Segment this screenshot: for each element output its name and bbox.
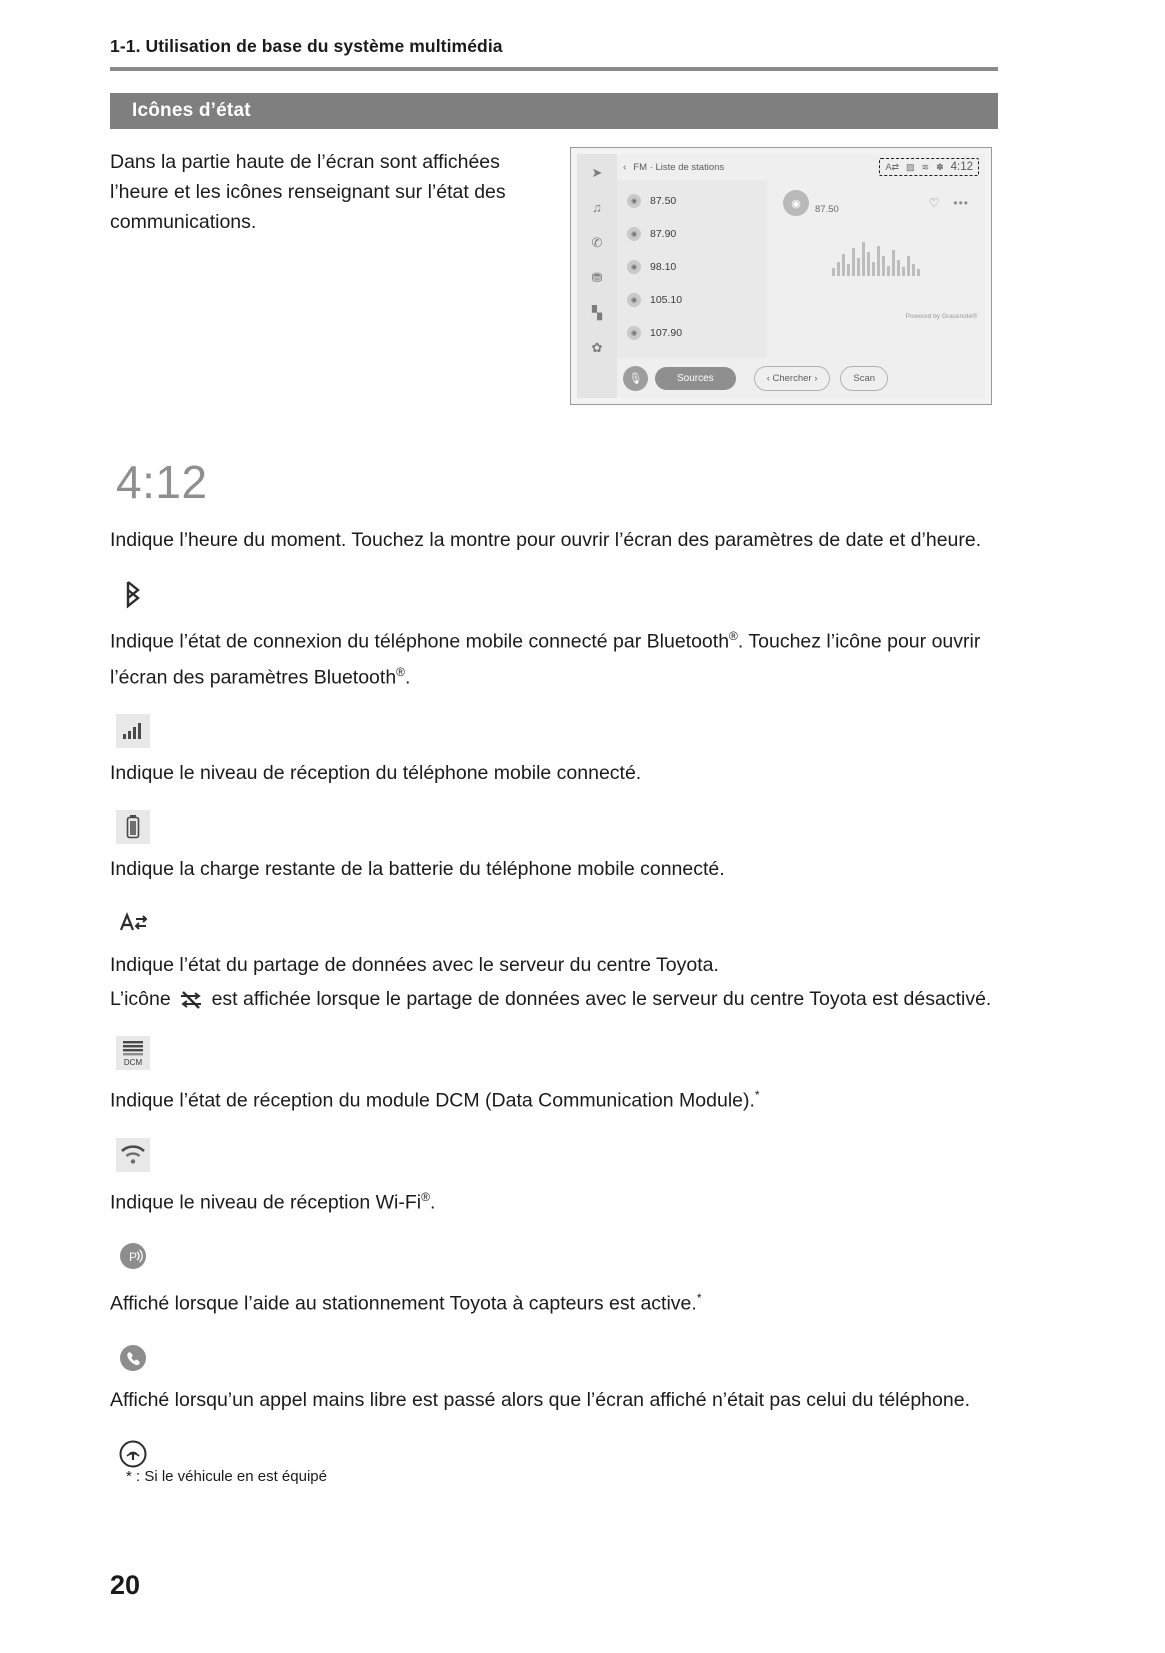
- sources-button: Sources: [655, 367, 736, 390]
- back-icon: ‹: [623, 161, 627, 173]
- head-unit-illustration: [570, 147, 992, 405]
- station-list: [617, 180, 767, 358]
- favorite-icon: ♡: [928, 196, 940, 210]
- handsfree-call-icon-block: [116, 1341, 998, 1375]
- clock-example-value: 4:12: [116, 456, 208, 508]
- data-share-icon-block: [116, 906, 998, 940]
- bt-text-3: .: [405, 666, 411, 688]
- search-button: ‹ Chercher ›: [754, 366, 831, 391]
- share-data-icon: A⇄: [885, 161, 899, 172]
- media-icon: ♫: [592, 200, 602, 215]
- wifi-icon: [116, 1138, 150, 1172]
- now-playing-panel: [767, 180, 985, 358]
- list-item: [617, 283, 767, 316]
- now-playing-frequency: 87.50: [815, 203, 839, 215]
- parking-assist-description: [110, 1283, 998, 1319]
- page-content: [110, 36, 998, 1481]
- settings-icon: ✿: [591, 340, 603, 355]
- signal-bars-icon: [116, 714, 150, 748]
- wifi-text: Indique le niveau de réception Wi-Fi: [110, 1191, 422, 1213]
- wifi-description: [110, 1182, 998, 1218]
- data-share-off-description: [110, 984, 998, 1014]
- station-icon: ◉: [627, 293, 641, 307]
- svg-text:DCM: DCM: [123, 1058, 143, 1067]
- status-clock: 4:12: [950, 161, 973, 173]
- pa-text: Affiché lorsque l’aide au stationnement Toyota à capteurs est active.: [110, 1292, 697, 1315]
- bluetooth-icon-block: [116, 577, 998, 611]
- phone-icon: ✆: [591, 235, 603, 250]
- station-frequency: 105.10: [650, 293, 683, 306]
- gracenote-credit: Powered by Gracenote®: [905, 313, 977, 320]
- parking-assist-icon-block: [116, 1239, 998, 1273]
- battery-icon: [116, 810, 150, 844]
- head-unit-breadcrumb: FM · Liste de stations: [633, 161, 725, 173]
- battery-description: Indique la charge restante de la batterie du téléphone mobile connecté.: [110, 858, 725, 880]
- intro-text: Dans la partie haute de l’écran sont affichées l’heure et les icônes renseignant sur l’état des communications.: [110, 151, 506, 233]
- section-title: Icônes d’état: [132, 100, 251, 121]
- list-item: [617, 217, 767, 250]
- dcm-description: [110, 1080, 998, 1116]
- wifi-icon: ≋: [921, 161, 930, 172]
- dcm-text: Indique l’état de réception du module DCM (Data Communication Module).: [110, 1089, 755, 1112]
- navigation-icon: ➤: [591, 165, 603, 180]
- bt-sup-2: ®: [396, 664, 406, 679]
- now-playing-icon: ◉: [783, 190, 809, 216]
- list-item: [617, 316, 767, 349]
- wifi-icon-block: [116, 1138, 998, 1172]
- intro-row: [110, 147, 998, 405]
- station-icon: ◉: [627, 227, 641, 241]
- data-share-description: Indique l’état du partage de données avec le serveur du centre Toyota.: [110, 954, 719, 976]
- status-icons-highlight: [879, 158, 979, 176]
- dcm-icon-block: [116, 1036, 998, 1070]
- station-icon: ◉: [627, 260, 641, 274]
- handsfree-call-icon: [116, 1341, 150, 1375]
- station-icon: ◉: [627, 194, 641, 208]
- data-share-icon: [116, 906, 150, 940]
- mic-icon: 🎙: [623, 366, 648, 391]
- station-frequency: 98.10: [650, 260, 677, 273]
- head-unit-top-bar: [617, 154, 985, 180]
- battery-icon-block: [116, 810, 998, 844]
- wifi-sup: ®: [421, 1189, 430, 1204]
- bt-text-2: . Touchez l’icône pour ouvrir l’écran des paramètres Bluetooth: [110, 630, 981, 688]
- car-icon: ⛃: [591, 270, 603, 285]
- bluetooth-description: [110, 621, 998, 692]
- dcm-sup: *: [754, 1088, 760, 1102]
- page-number: 20: [110, 1570, 141, 1600]
- handsfree-call-description: Affiché lorsqu’un appel mains libre est passé alors que l’écran affiché n’était pas celui du téléphone.: [110, 1388, 970, 1411]
- clock-description: Indique l’heure du moment. Touchez la montre pour ouvrir l’écran des paramètres de date et d’heure.: [110, 529, 982, 551]
- svg-text:P: P: [129, 1250, 138, 1264]
- antenna-icon: [116, 1437, 150, 1471]
- station-frequency: 87.90: [650, 227, 677, 240]
- bt-sup-1: ®: [729, 629, 738, 643]
- signal-description: Indique le niveau de réception du téléphone mobile connecté.: [110, 762, 642, 784]
- footnote: * : Si le véhicule en est équipé: [126, 1468, 327, 1485]
- station-frequency: 87.50: [650, 194, 677, 207]
- apps-icon: ▚: [592, 305, 602, 320]
- more-options-icon: •••: [953, 196, 969, 210]
- section-header: [110, 93, 998, 129]
- station-icon: ◉: [627, 326, 641, 340]
- list-item: [617, 184, 767, 217]
- bt-text-1: Indique l’état de connexion du téléphone mobile connecté par Bluetooth: [110, 630, 730, 653]
- dcm-icon: ▨: [906, 161, 915, 172]
- ds-text-2: est affichée lorsque le partage de données avec le serveur du centre Toyota est désactivé.: [211, 988, 992, 1010]
- dcm-icon: [116, 1036, 150, 1070]
- scan-button: Scan: [840, 366, 888, 391]
- station-frequency: 107.90: [650, 326, 683, 339]
- ds-text-1: L’icône: [110, 988, 171, 1010]
- list-item: [617, 250, 767, 283]
- signal-icon-block: [116, 714, 998, 748]
- wifi-text-end: .: [429, 1191, 436, 1213]
- parking-assist-icon: [116, 1239, 150, 1273]
- data-share-off-icon: [176, 988, 206, 1012]
- head-unit-side-rail: [577, 154, 617, 398]
- audio-waveform: [767, 232, 985, 276]
- bluetooth-icon: ✽: [936, 161, 944, 172]
- bluetooth-icon: [116, 577, 150, 611]
- header-divider: [110, 67, 998, 71]
- antenna-icon-block: [116, 1437, 998, 1471]
- chapter-header: 1-1. Utilisation de base du système multimédia: [110, 36, 503, 56]
- pa-sup: *: [696, 1291, 702, 1305]
- head-unit-bottom-bar: [617, 358, 985, 398]
